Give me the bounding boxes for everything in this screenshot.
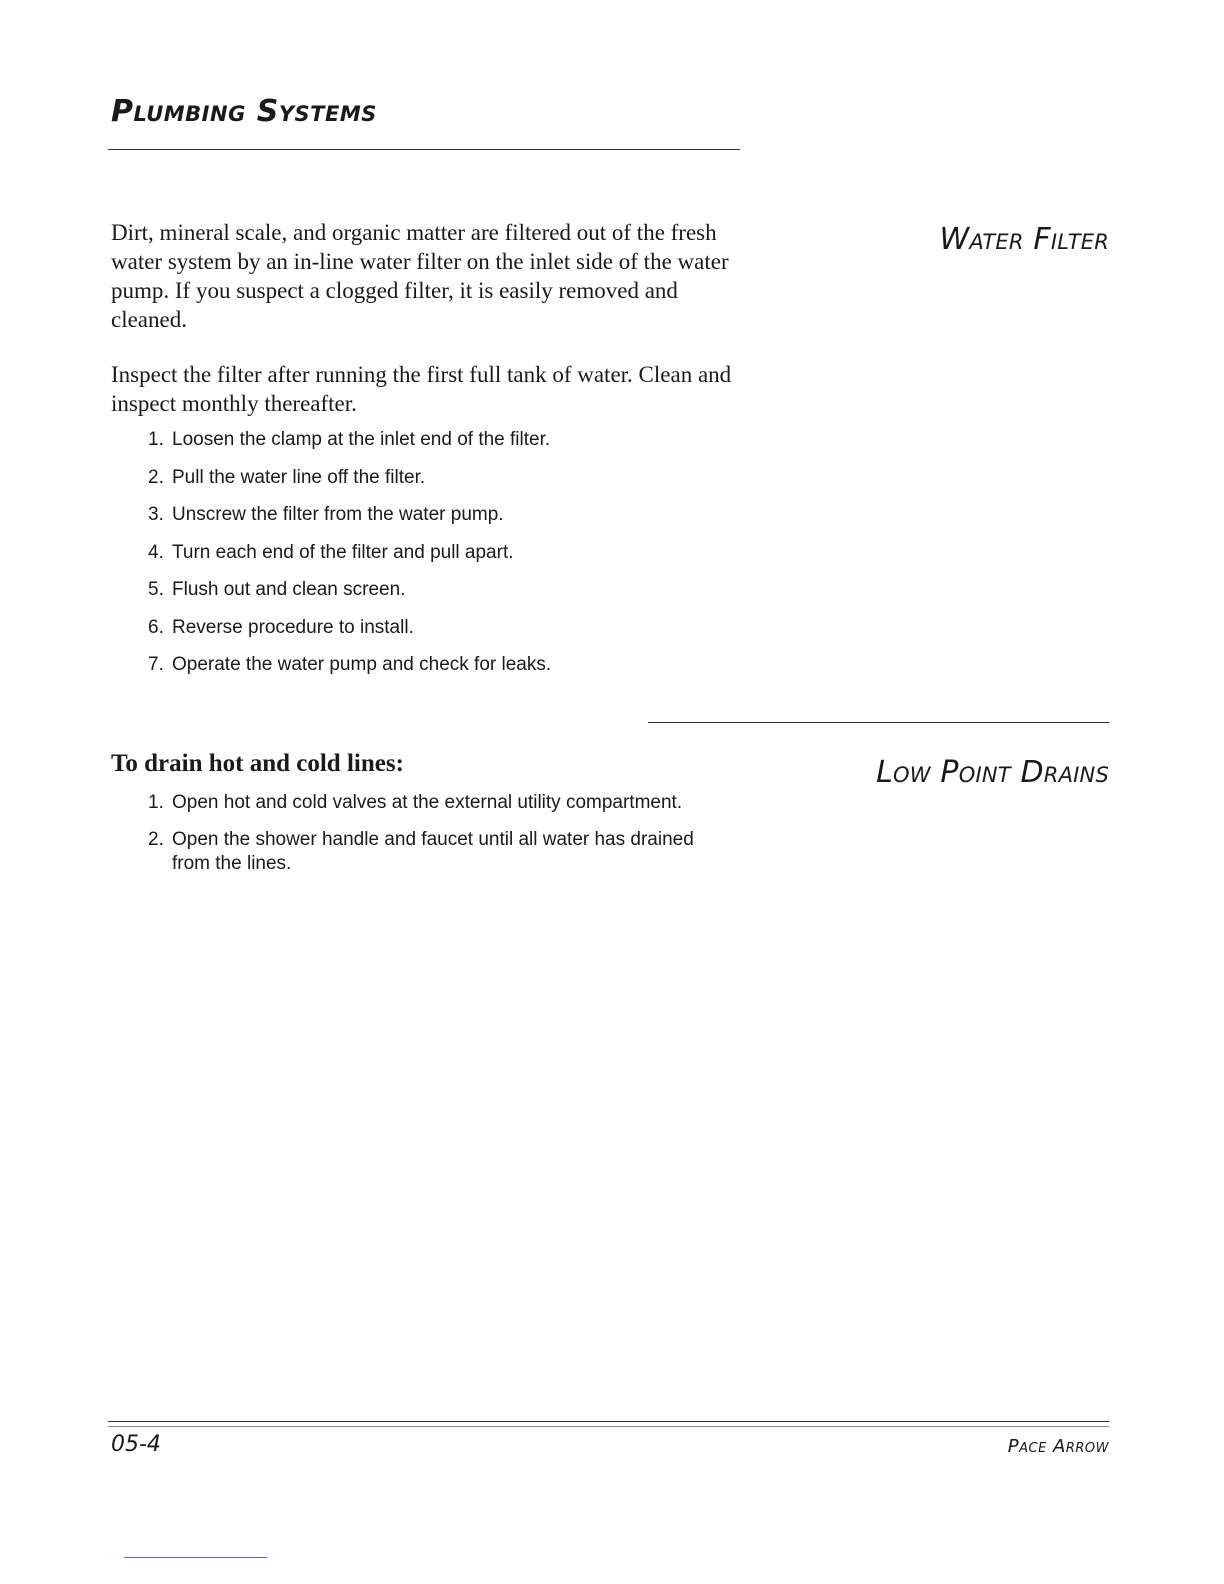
section-heading-water-filter: Water Filter <box>939 222 1109 257</box>
list-item <box>148 541 748 579</box>
list-item <box>148 428 748 466</box>
list-item <box>148 828 708 876</box>
step-text: Flush out and clean screen. <box>172 579 406 600</box>
drain-steps <box>148 791 708 889</box>
drain-subheading: To drain hot and cold lines: <box>111 750 404 777</box>
step-number: 6. <box>148 616 164 638</box>
step-text: Loosen the clamp at the inlet end of the filter. <box>172 429 551 450</box>
page-title: Plumbing Systems <box>111 94 377 129</box>
water-filter-intro: Dirt, mineral scale, and organic matter are filtered out of the fresh water system by an in-line water filter on the inlet side of the water pump. If you suspect a clogged filter, it is easily removed and cleaned. <box>111 220 729 332</box>
section-heading-low-point-drains: Low Point Drains <box>876 755 1109 790</box>
step-number: 7. <box>148 654 164 675</box>
step-text: Turn each end of the filter and pull apart. <box>172 541 514 563</box>
step-text: Pull the water line off the filter. <box>172 466 426 488</box>
bottom-divider <box>124 1557 267 1558</box>
step-number: 3. <box>148 504 164 525</box>
step-number: 4. <box>148 541 164 563</box>
step-number: 1. <box>148 792 164 813</box>
list-item <box>148 616 748 654</box>
footer-rule <box>108 1421 1109 1422</box>
footer-brand: Pace Arrow <box>1007 1436 1109 1457</box>
step-text: Reverse procedure to install. <box>172 616 414 638</box>
step-text: Operate the water pump and check for leaks. <box>172 654 552 675</box>
water-filter-inspect-note: Inspect the filter after running the first full tank of water. Clean and inspect monthly thereafter. <box>111 362 732 416</box>
step-number: 5. <box>148 579 164 600</box>
header-rule <box>108 149 740 150</box>
list-item <box>148 791 708 815</box>
step-text: Open the shower handle and faucet until all water has drained from the lines. <box>172 829 694 874</box>
footer-rule-thin <box>108 1426 1109 1427</box>
step-number: 1. <box>148 429 164 450</box>
step-number: 2. <box>148 829 164 850</box>
list-item <box>148 653 748 691</box>
page-number: 05-4 <box>111 1432 161 1457</box>
step-text: Unscrew the filter from the water pump. <box>172 504 504 525</box>
list-item <box>148 578 748 616</box>
step-text: Open hot and cold valves at the external utility compartment. <box>172 792 683 813</box>
section-divider <box>648 722 1109 723</box>
water-filter-steps <box>148 428 748 691</box>
list-item <box>148 466 748 504</box>
step-number: 2. <box>148 466 164 488</box>
list-item <box>148 503 748 541</box>
